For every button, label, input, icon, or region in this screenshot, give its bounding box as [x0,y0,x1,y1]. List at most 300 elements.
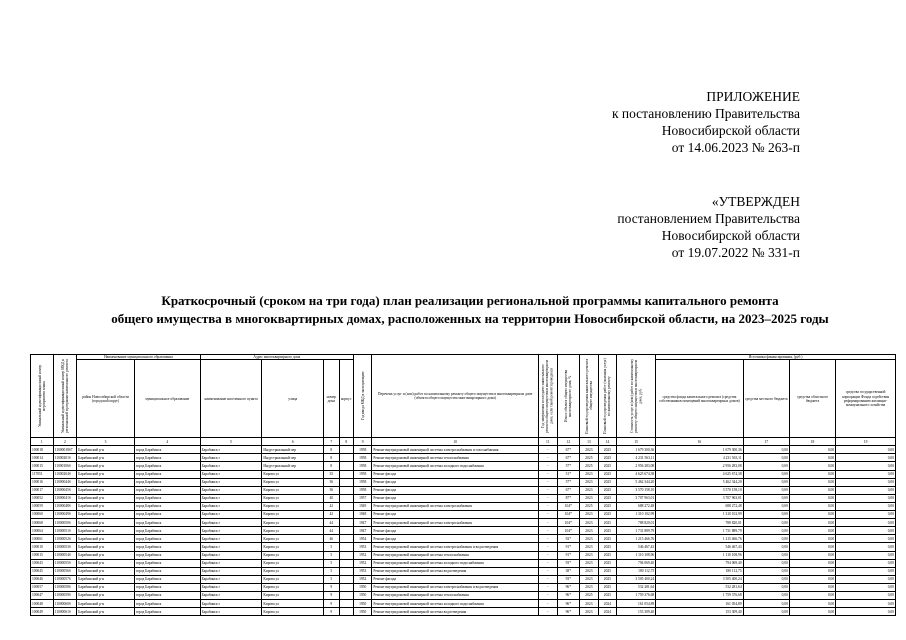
table-cell: Барабинский р-н [77,567,135,575]
table-cell: 688 272,48 [656,502,743,510]
table-cell: Ремонт внутридомовой инженерной системы водоотведения [372,608,539,616]
table-cell: Кирова ул [262,527,324,535]
table-cell: 0,00 [789,511,835,519]
table-cell: 3 570 158,10 [656,486,743,494]
table-cell [339,494,353,502]
table-row [31,567,896,575]
table-cell: 11000106б [53,462,77,470]
table-cell: 117051 [31,470,54,478]
table-cell: 0,00 [743,591,789,599]
table-cell [339,446,353,454]
table-cell: Барабинский р-н [77,511,135,519]
table-cell: город Барабинск [134,551,200,559]
table-cell: 180 112,75 [617,567,656,575]
table-cell: 0,00 [836,591,896,599]
header-cell: Стоимость услуг и (или) работ по капитальному ремонту общего имущества в многоквартирном доме, руб. [617,355,656,438]
table-cell: Ремонт фасада [372,511,539,519]
table-cell: 4 231 563,11 [656,454,743,462]
table-cell: 2025 [598,583,617,591]
table-cell: 100015 [31,551,54,559]
table-cell [339,527,353,535]
header-cell: номер дома [324,360,339,438]
table-cell [339,600,353,608]
table-cell: 5 [324,551,339,559]
table-cell: 2023 [580,511,599,519]
table-cell: 4 231 563,11 [617,454,656,462]
table-cell: 2023 [580,494,599,502]
table-cell: 2025 [598,478,617,486]
approved-block [480,193,800,261]
table-cell: 9 [324,600,339,608]
table-cell: Кирова ул [262,567,324,575]
column-number-cell: 7 [324,438,339,446]
table-cell: Барабинский р-н [77,470,135,478]
header-cell: Уникальный идентификационный номер МКД в региональной программе капитального ремонта [53,355,77,438]
table-cell: 100010 [31,543,54,551]
table-cell: 0,00 [789,478,835,486]
table-row [31,446,896,454]
table-cell: 11000051б [53,527,77,535]
table-cell: 11000055б [53,559,77,567]
table-cell: 46 [324,535,339,543]
table-cell: 36 [324,486,339,494]
table-cell: 2023 [580,600,599,608]
column-number-cell: 9 [353,438,372,446]
table-cell: Барабинск г [200,454,262,462]
table-cell: 11000054б [53,551,77,559]
table-cell: 0,00 [789,600,835,608]
table-cell: 35 [324,470,339,478]
table-cell [339,511,353,519]
table-cell: 3 505 400,24 [617,575,656,583]
table-cell: 100048 [31,600,54,608]
table-cell: 100068 [31,519,54,527]
table-row [31,608,896,616]
table-cell: 1958 [353,446,372,454]
table-cell [339,478,353,486]
header-cell: наименование населенного пункта [200,360,262,438]
table-cell: Ремонт внутридомовой инженерной системы электроснабжения и водоотведения [372,543,539,551]
table-cell: 2025 [598,470,617,478]
table-cell: 0,00 [743,535,789,543]
table-cell: город Барабинск [134,559,200,567]
table-cell: 788 820,01 [617,519,656,527]
table-cell: Барабинск г [200,462,262,470]
table-cell: Ремонт фасада [372,535,539,543]
table-cell: 11000053б [53,543,77,551]
table-cell: 0,00 [789,535,835,543]
table-cell: 2023 [580,608,599,616]
table-cell: Барабинск г [200,478,262,486]
table-cell: Ремонт внутридомовой инженерной системы электроснабжения [372,502,539,510]
table-cell: - [539,446,558,454]
table-cell: 153 309,40 [617,608,656,616]
table-cell [339,519,353,527]
table-cell: 0,00 [836,600,896,608]
table-cell: 2023 [580,535,599,543]
table-cell: 1948 [353,511,372,519]
table-cell: 92* [557,535,580,543]
table-cell: 2025 [598,519,617,527]
table-cell: Кирова ул [262,511,324,519]
table-cell: Барабинский р-н [77,502,135,510]
table-cell: Барабинск г [200,600,262,608]
table-cell: 100016 [31,478,54,486]
table-cell: Кирова ул [262,486,324,494]
table-cell: город Барабинск [134,543,200,551]
table-cell: 2023 [580,575,599,583]
table-cell: город Барабинск [134,575,200,583]
table-cell: - [539,470,558,478]
table-cell: Барабинский р-н [77,494,135,502]
table-cell: 9 [324,583,339,591]
table-cell: 0,00 [836,511,896,519]
table-cell: 100046 [31,575,54,583]
table-cell: Барабинск г [200,535,262,543]
table-cell: 11000204б [53,470,77,478]
table-cell: 1947 [353,527,372,535]
table-cell: Барабинск г [200,502,262,510]
table-cell: город Барабинск [134,527,200,535]
table-cell: 3 707 963,01 [656,494,743,502]
table-cell: 0,00 [836,575,896,583]
table-cell: Барабинский р-н [77,446,135,454]
header-cell: район Новосибирской области (городской округ) [77,360,135,438]
table-cell: 0,00 [743,478,789,486]
approved-line: от 19.07.2022 № 331-п [671,245,800,260]
table-cell: 2023 [580,478,599,486]
table-cell: 0,00 [789,454,835,462]
table-cell: 1947 [353,519,372,527]
column-number-cell: 16 [656,438,743,446]
table-cell: 1 310 102,99 [656,511,743,519]
table-cell: 11000058б [53,583,77,591]
table-cell: 0,00 [743,567,789,575]
table-cell: 11000018б7 [53,446,77,454]
table-cell: 3 570 158,10 [617,486,656,494]
table-cell: 2023 [580,446,599,454]
table-cell: - [539,575,558,583]
table-cell: 9 [324,608,339,616]
table-cell: 2023 [580,519,599,527]
table-cell: 1957 [353,494,372,502]
table-cell: город Барабинск [134,486,200,494]
table-cell: 2025 [598,446,617,454]
table-cell: 100052 [31,494,54,502]
table-cell: 100049 [31,608,54,616]
table-cell: 11000061б [53,608,77,616]
table-cell: 1 110 108,96 [617,551,656,559]
table-cell: Кирова ул [262,535,324,543]
table-cell: 0,00 [743,608,789,616]
table-cell: 1 731 889,79 [656,527,743,535]
table-cell: город Барабинск [134,462,200,470]
table-cell: Барабинский р-н [77,551,135,559]
table-cell: 1 679 300,36 [656,446,743,454]
table-row [31,551,896,559]
table-cell: 44 [324,527,339,535]
table-cell: 0,00 [743,519,789,527]
table-cell: 96* [557,600,580,608]
column-number-cell: 15 [617,438,656,446]
table-cell: Барабинск г [200,559,262,567]
table-cell: Барабинск г [200,446,262,454]
table-cell: 1952 [353,559,372,567]
table-cell: 100061 [31,535,54,543]
table-cell: 100057 [31,583,54,591]
table-cell: 8 [324,446,339,454]
table-cell: 96* [557,608,580,616]
table-cell: Барабинский р-н [77,454,135,462]
table-cell: - [539,567,558,575]
table-cell: Кирова ул [262,502,324,510]
table-cell: город Барабинск [134,478,200,486]
table-cell: 1950 [353,583,372,591]
table-cell: 2025 [598,567,617,575]
table-cell: город Барабинск [134,591,200,599]
table-cell: Ремонт внутридомовой инженерной системы холодного водоснабжения [372,600,539,608]
table-cell: 1 310 102,99 [617,511,656,519]
table-cell: 2025 [598,575,617,583]
table-cell: 57* [557,478,580,486]
table-cell: 0,00 [743,551,789,559]
table-cell: Барабинский р-н [77,543,135,551]
table-cell: 2025 [598,502,617,510]
table-cell: Барабинский р-н [77,478,135,486]
table-cell: 0,00 [743,462,789,470]
column-number-row [31,438,896,446]
table-cell: 0,00 [836,567,896,575]
table-cell: - [539,535,558,543]
table-cell: 0,00 [743,583,789,591]
header-cell: улица [262,360,324,438]
table-cell: 2023 [580,486,599,494]
table-cell: 794 069,40 [656,559,743,567]
table-cell: 0,00 [836,486,896,494]
table-cell: Ремонт фасада [372,494,539,502]
table-cell: Барабинск г [200,494,262,502]
table-cell: Ремонт внутридомовой инженерной системы холодного водоснабжения [372,462,539,470]
table-cell: Барабинск г [200,551,262,559]
header-cell: корпус [339,360,353,438]
table-cell: 0,00 [743,494,789,502]
table-cell: 0,00 [836,559,896,567]
table-cell: 0,00 [789,591,835,599]
table-cell: 2 956 283,08 [617,462,656,470]
table-cell: - [539,478,558,486]
table-cell: 2025 [580,454,599,462]
table-cell: 100047 [31,591,54,599]
table-cell: - [539,486,558,494]
header-cell: средства областного бюджета [789,360,835,438]
table-cell: 1952 [353,575,372,583]
header-cell: Износ объекта общего имущества многоквартирного дома, % [557,355,580,438]
table-cell: 2024 [598,600,617,608]
table-cell: Ремонт фасада [372,478,539,486]
table-cell: 57* [557,462,580,470]
approved-line: Новосибирской области [661,228,800,243]
table-cell: Барабинск г [200,543,262,551]
table-cell: город Барабинск [134,608,200,616]
table-cell: Ремонт фасада [372,486,539,494]
table-cell: 1954 [353,535,372,543]
table-cell: Кирова ул [262,519,324,527]
table-cell: Барабинский р-н [77,583,135,591]
column-number-cell: 4 [134,438,200,446]
table-cell: 0,00 [789,502,835,510]
table-cell: 11000059б [53,591,77,599]
table-cell: город Барабинск [134,502,200,510]
table-cell: город Барабинск [134,567,200,575]
header-cell: муниципальное образование [134,360,200,438]
table-cell: 161 054,89 [617,600,656,608]
table-cell: 0,00 [743,454,789,462]
table-cell: 11000056б [53,567,77,575]
table-cell: Кирова ул [262,583,324,591]
table-cell: - [539,600,558,608]
table-cell: Барабинский р-н [77,519,135,527]
table-cell: 1958 [353,470,372,478]
table-cell: город Барабинск [134,454,200,462]
header-cell: Плановый год проведения работ (оказания услуг) по капитальному ремонту [598,355,617,438]
header-cell: средства государственной корпорации Фонда содействия реформированию жилищно-коммунального хозяйства [836,360,896,438]
table-cell: 788 820,01 [656,519,743,527]
table-cell: Индустриальный пер [262,462,324,470]
table-cell: 0,00 [743,502,789,510]
table-cell: 2025 [598,494,617,502]
table-row [31,462,896,470]
table-cell: 0,00 [836,462,896,470]
column-number-cell: 19 [836,438,896,446]
table-cell: Кирова ул [262,608,324,616]
table-cell: 2025 [598,462,617,470]
table-cell: 11000048б [53,502,77,510]
table-cell: 0,00 [789,575,835,583]
table-cell: 11000041б [53,494,77,502]
table-row [31,583,896,591]
table-cell: 180 112,75 [656,567,743,575]
table-cell: 546 467,43 [656,543,743,551]
header-cell: Год завершения последнего капитального ремонта общего имущества в многоквартирном доме, если такой ремонт проводился [539,355,558,438]
table-cell: 0,00 [836,608,896,616]
table-cell: 0,00 [789,551,835,559]
table-cell: 1958 [353,486,372,494]
table-cell: 36 [324,478,339,486]
table-cell: 100043 [31,559,54,567]
table-cell: - [539,519,558,527]
table-row [31,527,896,535]
table-cell: 2025 [598,511,617,519]
table-row [31,600,896,608]
table-cell [339,559,353,567]
table-cell: 0,00 [743,600,789,608]
table-cell: 100014 [31,454,54,462]
table-cell: 11000049б [53,511,77,519]
table-cell: 11000201б [53,454,77,462]
table-cell: Барабинский р-н [77,600,135,608]
table-cell: 100015 [31,462,54,470]
table-cell: Кирова ул [262,551,324,559]
table-cell: 96* [557,591,580,599]
table-cell: Кирова ул [262,559,324,567]
table-row [31,591,896,599]
table-cell: Барабинск г [200,583,262,591]
table-cell: Барабинский р-н [77,608,135,616]
table-cell: 0,00 [743,511,789,519]
table-cell: 0,00 [789,608,835,616]
table-cell: Барабинск г [200,486,262,494]
table-cell: 1958 [353,454,372,462]
column-number-cell: 5 [200,438,262,446]
table-cell: 100060 [31,511,54,519]
table-cell [339,543,353,551]
table-cell: Кирова ул [262,543,324,551]
table-cell: 2025 [598,551,617,559]
table-cell: 5 [324,559,339,567]
table-cell: 0,00 [836,494,896,502]
table-cell: 1950 [353,600,372,608]
table-row [31,494,896,502]
header-cell: Наименование муниципального образования [77,355,200,360]
table-cell: 2023 [580,470,599,478]
table-cell: город Барабинск [134,600,200,608]
table-row [31,470,896,478]
table-cell: 532 281,64 [656,583,743,591]
table-cell: 2025 [598,527,617,535]
table-cell: 0,00 [836,583,896,591]
table-cell: 0,00 [743,575,789,583]
table-cell: 8 [324,454,339,462]
table-cell: 42 [324,511,339,519]
table-cell: 153 309,40 [656,608,743,616]
table-cell: 96* [557,583,580,591]
table-cell: 546 467,43 [617,543,656,551]
column-number-cell: 6 [262,438,324,446]
table-cell: 0,00 [836,446,896,454]
header-cell: Плановый год проведения капитального ремонта общего имущества [580,355,599,438]
table-cell: 0,00 [789,462,835,470]
header-cell: средства фонда капитального ремонта (средства собственников помещений многоквартирных домов) [656,360,743,438]
table-cell: 1 759 376,68 [617,591,656,599]
title-line-2: общего имущества в многоквартирных домах, расположенных на территории Новосибирской области, на 2023–2025 годы [111,311,829,326]
table-cell: город Барабинск [134,494,200,502]
table-cell: Кирова ул [262,494,324,502]
table-cell: 1953 [353,567,372,575]
column-number-cell: 13 [580,438,599,446]
approved-line: «УТВЕРЖДЕН [711,194,800,209]
table-cell: 0,00 [789,559,835,567]
column-number-cell: 17 [743,438,789,446]
table-cell: 2023 [580,543,599,551]
table-cell [339,502,353,510]
table-cell: 0,00 [789,494,835,502]
table-cell: Ремонт фасада [372,527,539,535]
table-cell: Барабинск г [200,470,262,478]
table-cell: 2025 [598,543,617,551]
table-cell: 0,00 [789,446,835,454]
table-cell: - [539,527,558,535]
table-cell [339,535,353,543]
table-cell: - [539,591,558,599]
table-cell: 2023 [580,559,599,567]
table-cell: 5 [324,543,339,551]
table-cell: Ремонт внутридомовой инженерной системы электроснабжения и водоотведения [372,583,539,591]
table-cell: 11000060б [53,600,77,608]
table-cell: город Барабинск [134,519,200,527]
table-cell: 4 625 674,38 [656,470,743,478]
table-cell: Ремонт внутридомовой инженерной системы теплоснабжения [372,551,539,559]
column-number-cell: 8 [339,438,353,446]
